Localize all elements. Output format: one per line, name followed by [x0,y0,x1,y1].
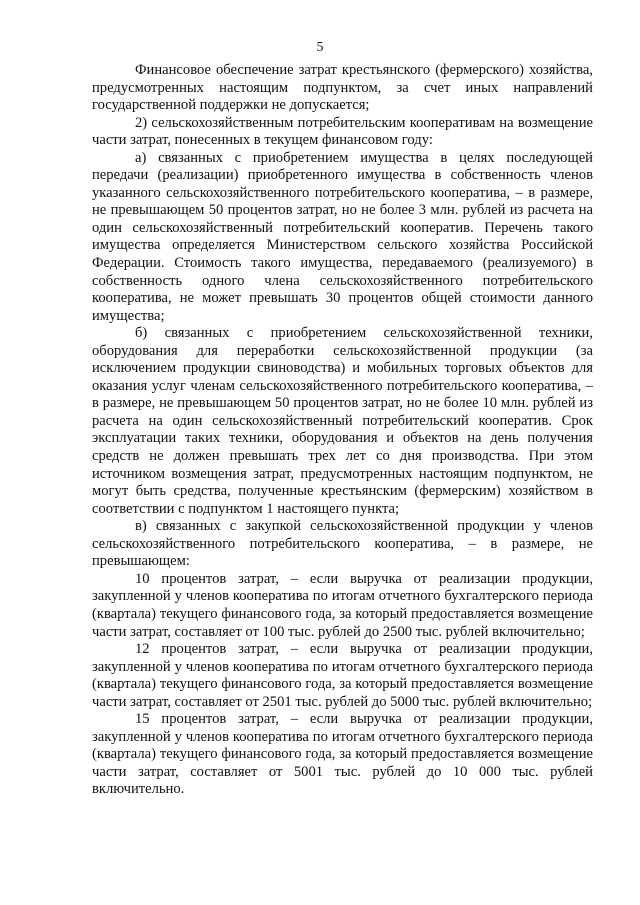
paragraph-subitem-v-purchase: в) связанных с закупкой сельскохозяйственной продукции у членов сельскохозяйственного потребительского кооператива, – в размере, не превышающем: [92,518,593,570]
paragraph-rate-15-percent: 15 процентов затрат, – если выручка от реализации продукции, закупленной у членов кооператива по итогам отчетного бухгалтерского периода (квартала) текущего финансового года, за который предоставляется возмещение части затрат, составляет от 5001 тыс. рублей до 10 000 тыс. рублей включительно. [92,711,593,798]
paragraph-item-2-cooperatives: 2) сельскохозяйственным потребительским кооперативам на возмещение части затрат, понесенных в текущем финансовом году: [92,114,593,149]
paragraph-financing-restriction: Финансовое обеспечение затрат крестьянского (фермерского) хозяйства, предусмотренных настоящим подпунктом, за счет иных направлений государственной поддержки не допускается; [92,62,593,114]
paragraph-subitem-a-property: а) связанных с приобретением имущества в целях последующей передачи (реализации) приобретенного имущества в собственность членов указанного сельскохозяйственного потребительского кооператива, – в размере, не превышающем 50 процентов затрат, но не более 3 млн. рублей из расчета на один сельскохозяйственный потребительский кооператив. Перечень такого имущества определяется Министерством сельского хозяйства Российской Федерации. Стоимость такого имущества, передаваемого (реализуемого) в собственность одного члена сельскохозяйственного потребительского кооператива, не может превышать 30 процентов общей стоимости данного имущества; [92,149,593,324]
document-body [92,62,593,799]
paragraph-rate-10-percent: 10 процентов затрат, – если выручка от реализации продукции, закупленной у членов кооператива по итогам отчетного бухгалтерского периода (квартала) текущего финансового года, за который предоставляется возмещение части затрат, составляет от 100 тыс. рублей до 2500 тыс. рублей включительно; [92,570,593,640]
paragraph-rate-12-percent: 12 процентов затрат, – если выручка от реализации продукции, закупленной у членов кооператива по итогам отчетного бухгалтерского периода (квартала) текущего финансового года, за который предоставляется возмещение части затрат, составляет от 2501 тыс. рублей до 5000 тыс. рублей включительно; [92,641,593,710]
paragraph-subitem-b-equipment: б) связанных с приобретением сельскохозяйственной техники, оборудования для переработки сельскохозяйственной продукции (за исключением продукции свиноводства) и мобильных торговых объектов для оказания услуг членам сельскохозяйственного потребительского кооператива, – в размере, не превышающем 50 процентов затрат, но не более 10 млн. рублей из расчета на один сельскохозяйственный потребительский кооператив. Срок эксплуатации таких техники, оборудования и объектов на день получения средств не должен превышать трех лет со дня производства. При этом источником возмещения затрат, предусмотренных настоящим подпунктом, не могут быть средства, полученные крестьянским (фермерским) хозяйством в соответствии с подпунктом 1 настоящего пункта; [92,325,593,517]
page-number: 5 [316,40,324,55]
